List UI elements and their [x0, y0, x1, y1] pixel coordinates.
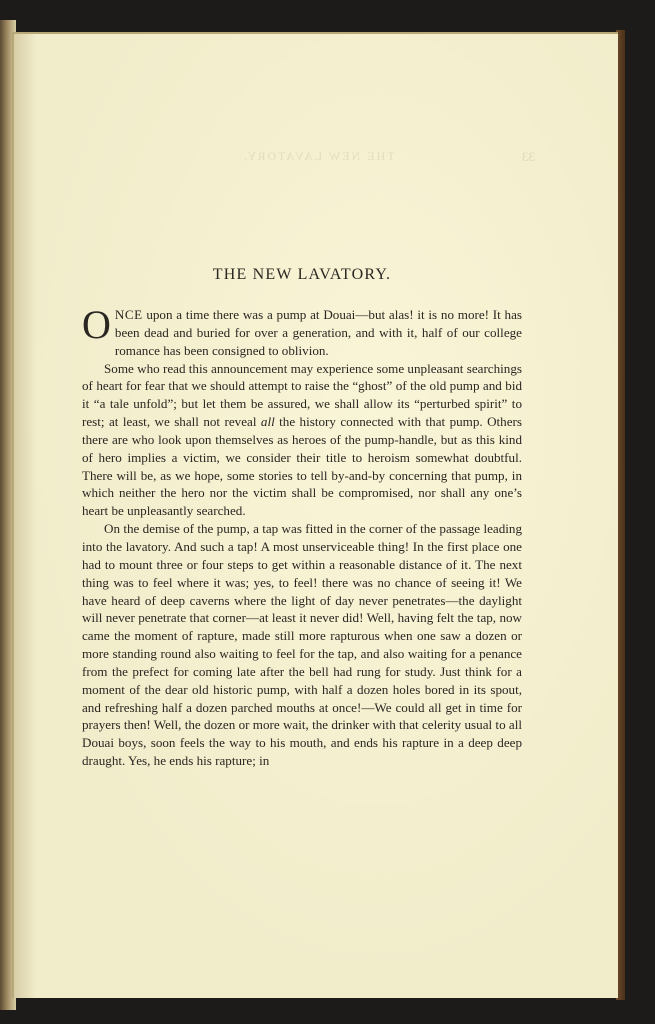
paragraph-3: On the demise of the pump, a tap was fitted in the corner of the passage leading into the lavatory. And such a tap! A most unserviceable thing! In the first place one had to mount three or four steps to get within a reasonable distance of it. The next thing was to feel where it was; yes, to feel! there was no chance of seeing it! We have heard of deep caverns where the light of day never penetrates—the daylight will never penetrate that corner—at least it never did! Well, having felt the tap, now came the moment of rapture, made still more rapturous when one saw a dozen or more standing round also waiting to feel for the tap, and also waiting for a penance from the prefect for coming late after the bell had rung for study. Just think for a moment of the dear old historic pump, with half a dozen holes bored in its spout, and refreshing half a dozen parched mouths at once!—We could all get in time for prayers then! Well, the dozen or more wait, the drinker with that celerity usual to all Douai boys, soon feels the way to his mouth, and ends his rapture in a deep deep draught. Yes, he ends his rapture; in	[82, 521, 522, 769]
show-through-running-head: THE NEW LAVATORY.	[242, 149, 395, 163]
drop-cap: O	[82, 302, 111, 347]
lead-small-caps: NCE	[114, 307, 143, 322]
show-through-page-number: 33	[522, 149, 535, 164]
article	[82, 266, 522, 770]
article-title: THE NEW LAVATORY.	[212, 266, 392, 283]
paragraph-2	[82, 360, 522, 521]
paragraph-2-text-b: the history connected with that pump. Others there are who look upon themselves as heroes of the pump-handle, but as this kind of hero implies a victim, we consider their title to heroism somewhat doubtful. There will be, as we hope, some stories to tell by-and-by concerning that pump, in which neither the hero nor the victim shall be compromised, nor shall any one’s heart be unpleasantly searched.	[82, 414, 522, 519]
emphasis-all: all	[260, 414, 275, 430]
paragraph-1-text: upon a time there was a pump at Douai—but alas! it is no more! It has been dead and buried for over a generation, and with it, half of our college romance has been consigned to oblivion.	[114, 307, 522, 358]
paragraph-2-text-a: Some who read this announcement may experience some unpleasant searchings of heart for fear that we should attempt to raise the “ghost” of the old pump and bid it “a tale unfold”; but let them be assured, we shall allow its “perturbed spirit” to rest; at least, we shall not reveal	[82, 360, 522, 430]
paragraph-1	[82, 302, 522, 360]
